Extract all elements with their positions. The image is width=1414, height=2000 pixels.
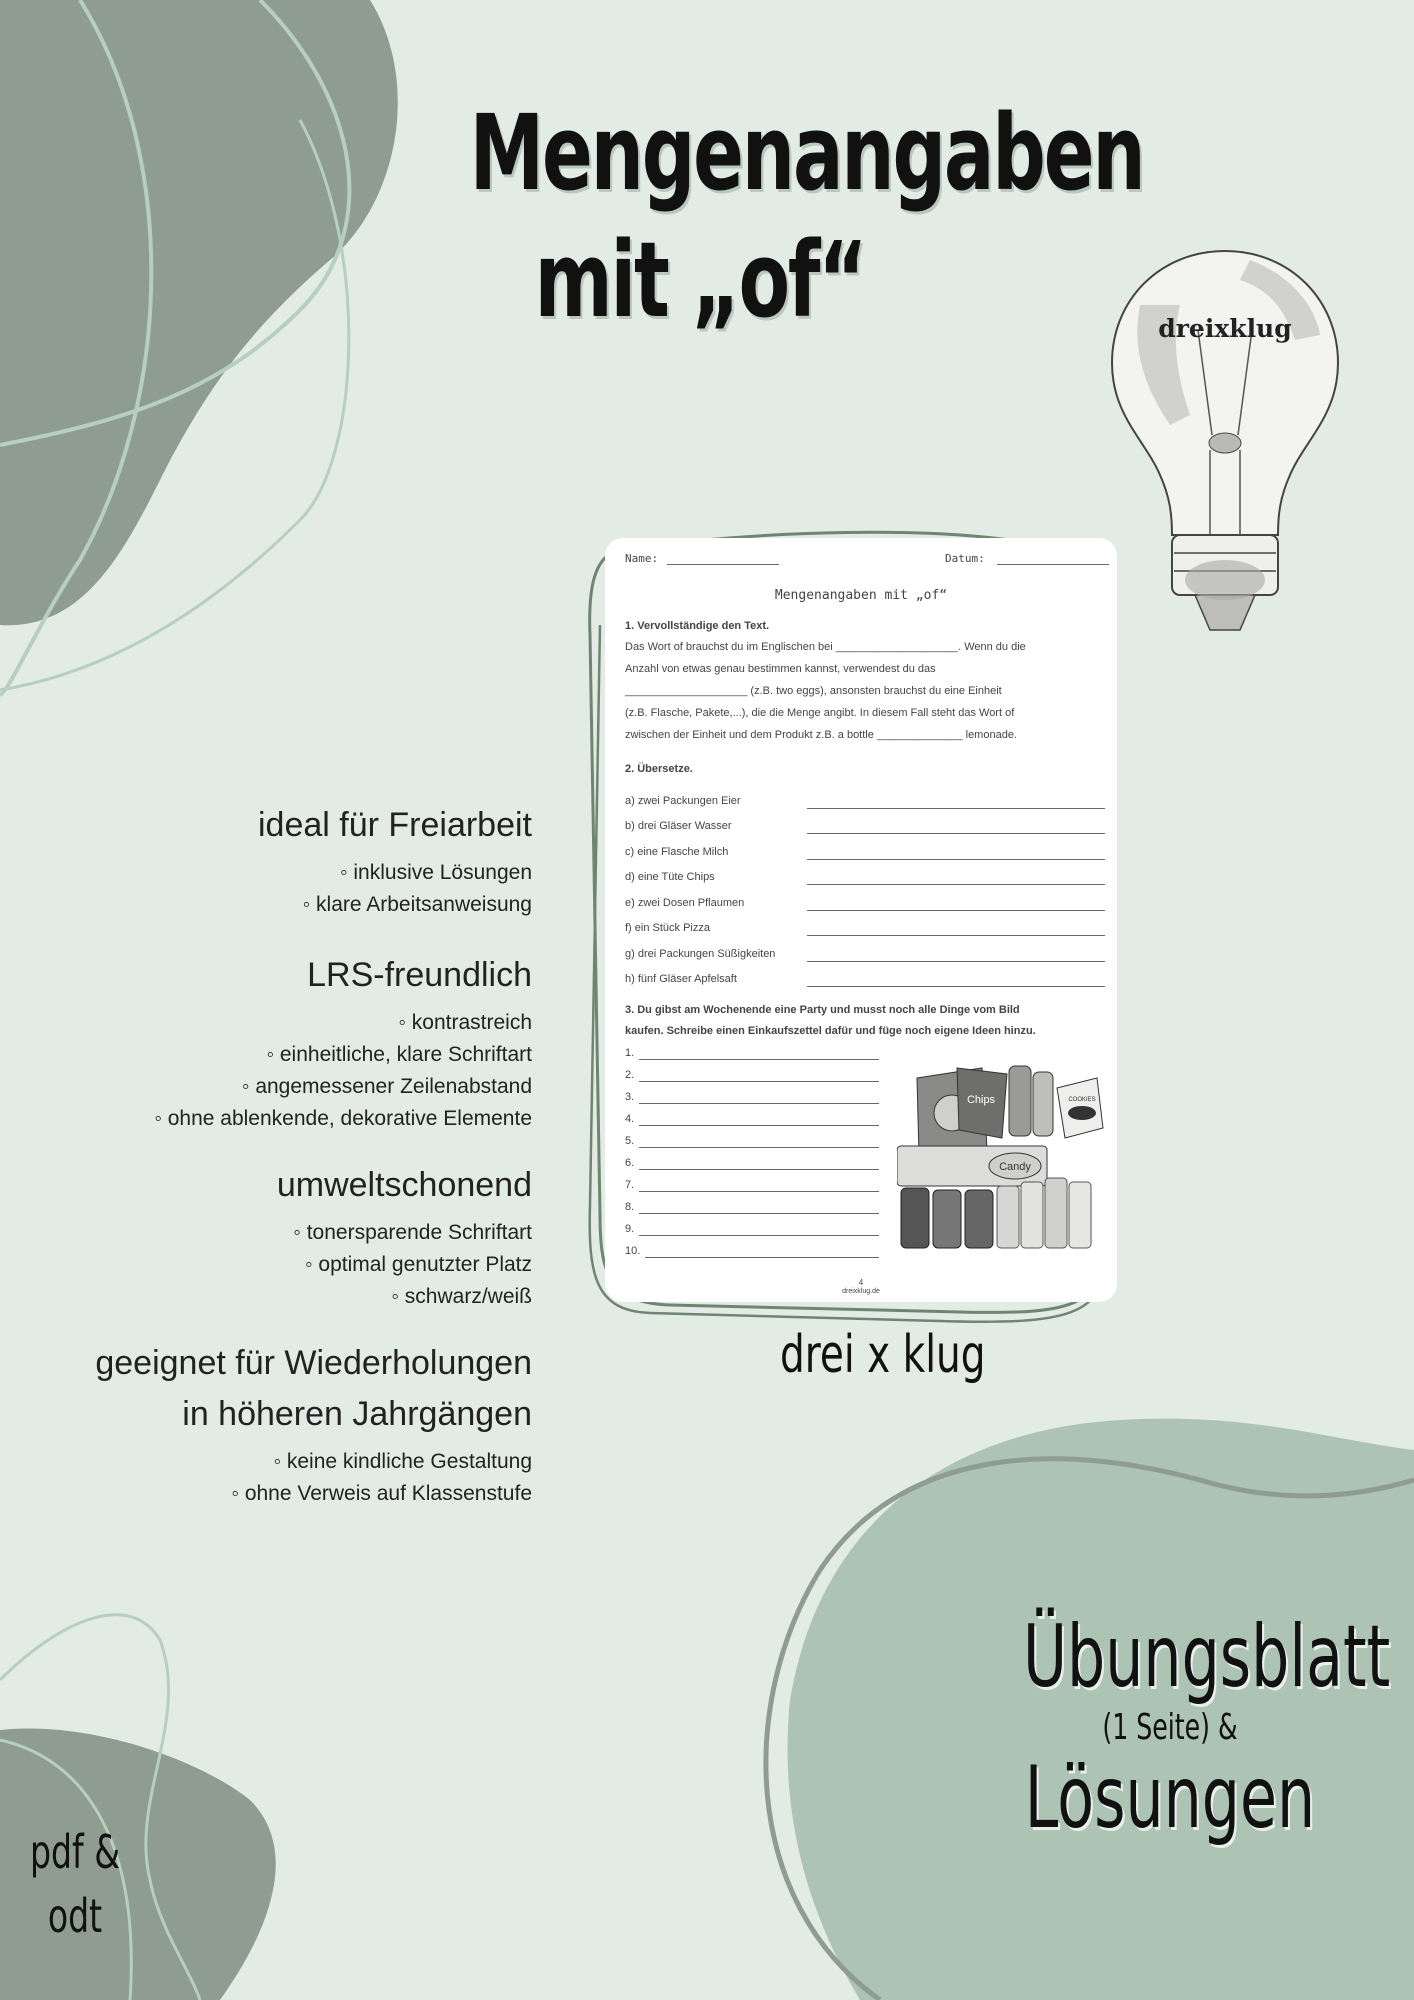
task1-line: Anzahl von etwas genau bestimmen kannst, verwendest du das	[625, 663, 936, 675]
picture-label: Chips	[966, 1094, 996, 1106]
worksheet-preview	[605, 538, 1117, 1302]
task2-item: c) eine Flasche Milch	[625, 846, 729, 858]
feature-item: ◦ keine kindliche Gestaltung	[95, 1446, 532, 1478]
task3-line: kaufen. Schreibe einen Einkaufszettel dafür und füge noch eigene Ideen hinzu.	[625, 1025, 1036, 1037]
feature-item: ◦ optimal genutzter Platz	[277, 1249, 532, 1281]
feature-item: ◦ tonersparende Schriftart	[277, 1217, 532, 1249]
feature-heading: LRS-freundlich	[307, 956, 532, 994]
label-pages: (1 Seite) &	[1102, 1706, 1238, 1748]
feature-heading	[95, 1338, 532, 1440]
list-number: 9.	[625, 1223, 635, 1235]
feature-item: ◦ schwarz/weiß	[277, 1281, 532, 1313]
label-solutions: Lösungen	[1024, 1748, 1316, 1849]
feature-item: ◦ angemessener Zeilenabstand	[154, 1071, 532, 1103]
product-label	[960, 1607, 1391, 1849]
feature-item: ◦ kontrastreich	[154, 1007, 532, 1039]
page-title	[469, 90, 1144, 344]
task1-heading: 1. Vervollständige den Text.	[625, 620, 770, 632]
feature-freiarbeit	[258, 800, 532, 921]
task1-line: ____________________ (z.B. two eggs), ansonsten brauchst du eine Einheit	[625, 685, 1002, 697]
title-line-1: Mengenangaben	[469, 92, 1144, 214]
task2-item: f) ein Stück Pizza	[625, 922, 710, 934]
feature-item: ◦ einheitliche, klare Schriftart	[154, 1039, 532, 1071]
worksheet-footer: dreixklug.de	[842, 1288, 880, 1295]
list-number: 3.	[625, 1091, 635, 1103]
feature-item: ◦ ohne ablenkende, dekorative Elemente	[154, 1103, 532, 1135]
picture-label: Candy	[999, 1161, 1031, 1173]
task2-item: a) zwei Packungen Eier	[625, 795, 741, 807]
task1-line: (z.B. Flasche, Pakete,...), die die Menge angibt. In diesem Fall steht das Wort of	[625, 707, 1015, 719]
format-line: odt	[47, 1889, 103, 1944]
list-number: 1.	[625, 1047, 635, 1059]
format-label	[30, 1820, 120, 1949]
list-number: 4.	[625, 1113, 635, 1125]
task2-item: e) zwei Dosen Pflaumen	[625, 897, 745, 909]
list-number: 7.	[625, 1179, 635, 1191]
name-label: Name:	[625, 552, 659, 565]
task2-heading: 2. Übersetze.	[625, 763, 693, 775]
task1-line: Das Wort of brauchst du im Englischen bei ____________________. Wenn du die	[625, 641, 1026, 653]
task1-line: zwischen der Einheit und dem Produkt z.B. a bottle ______________ lemonade.	[625, 729, 1017, 741]
page-number: 4	[858, 1278, 864, 1287]
feature-heading: umweltschonend	[276, 1166, 532, 1204]
groceries-illustration	[897, 1058, 1109, 1258]
feature-umwelt	[277, 1160, 532, 1313]
feature-heading: ideal für Freiarbeit	[257, 806, 532, 844]
worksheet-title: Mengenangaben mit „of“	[774, 588, 948, 603]
list-number: 5.	[625, 1135, 635, 1147]
task2-item: d) eine Tüte Chips	[625, 871, 715, 883]
date-label: Datum:	[945, 552, 985, 565]
task2-item: g) drei Packungen Süßigkeiten	[625, 948, 776, 960]
title-line-2: mit „of“	[534, 218, 866, 341]
feature-item: ◦ klare Arbeitsanweisung	[258, 889, 532, 921]
list-number: 8.	[625, 1201, 635, 1213]
task2-item: b) drei Gläser Wasser	[625, 820, 732, 832]
feature-heading-line: geeignet für Wiederholungen	[95, 1344, 532, 1382]
brand-text: drei x klug	[780, 1325, 986, 1385]
list-number: 2.	[625, 1069, 635, 1081]
feature-wiederholung	[95, 1338, 532, 1510]
logo-text: dreixklug	[1158, 314, 1292, 343]
feature-heading-line: in höheren Jahrgängen	[182, 1395, 532, 1433]
feature-lrs	[154, 950, 532, 1135]
feature-item: ◦ ohne Verweis auf Klassenstufe	[95, 1478, 532, 1510]
top-left-blob	[0, 0, 398, 625]
picture-label: COOKIES	[1068, 1097, 1096, 1103]
task2-item: h) fünf Gläser Apfelsaft	[625, 973, 737, 985]
format-line: pdf &	[30, 1825, 121, 1879]
label-worksheet: Übungsblatt	[1023, 1607, 1391, 1707]
list-number: 6.	[625, 1157, 635, 1169]
task3-line: 3. Du gibst am Wochenende eine Party und musst noch alle Dinge vom Bild	[625, 1004, 1020, 1016]
list-number: 10.	[625, 1245, 641, 1257]
feature-item: ◦ inklusive Lösungen	[258, 857, 532, 889]
lightbulb-logo	[1100, 245, 1350, 645]
